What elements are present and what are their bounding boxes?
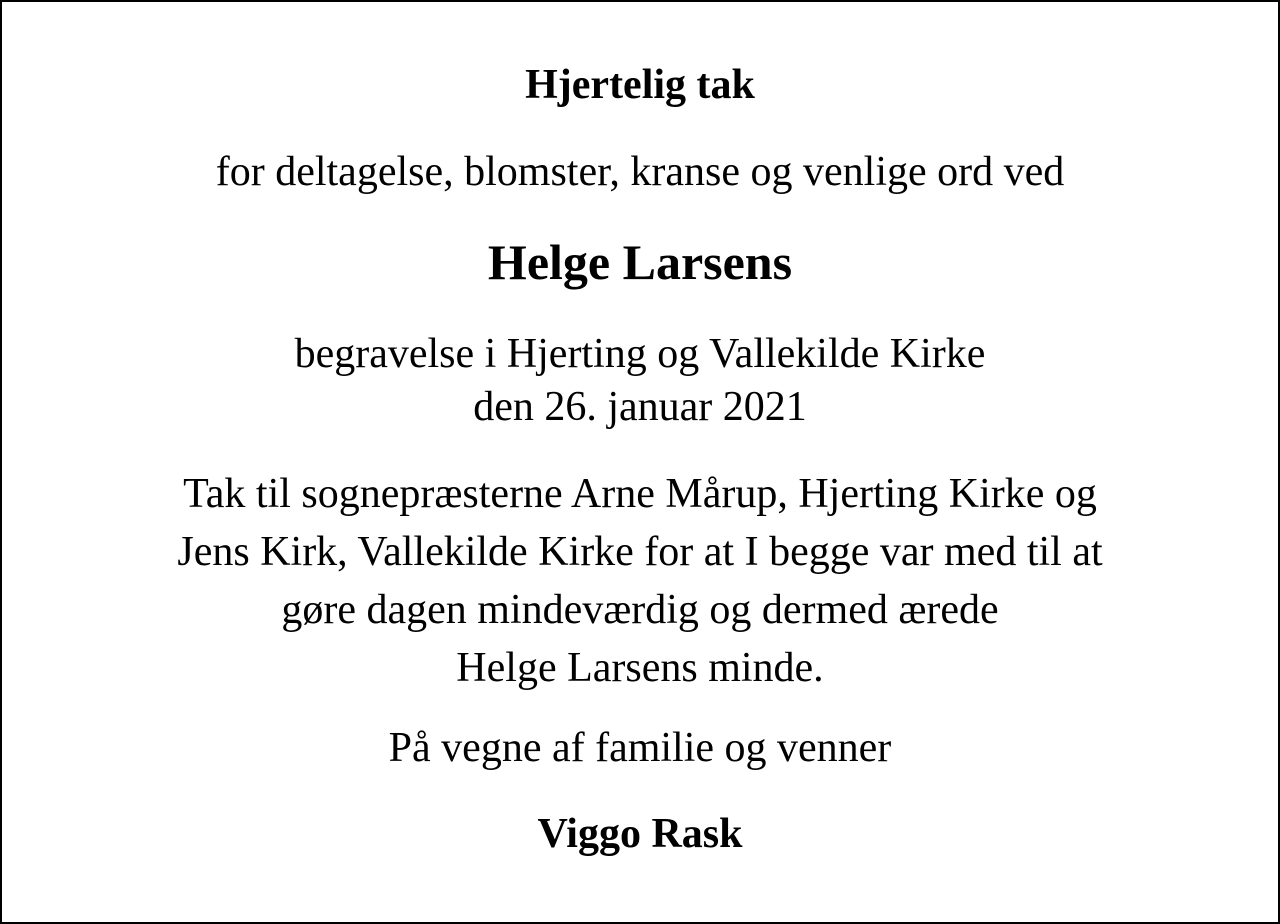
intro-text: for deltagelse, blomster, kranse og venlige ord ved	[215, 149, 1065, 195]
funeral-date-text: den 26. januar 2021	[473, 384, 807, 430]
signature-name: Viggo Rask	[537, 811, 743, 857]
notice-heading: Hjertelig tak	[525, 62, 755, 108]
on-behalf-text: På vegne af familie og venner	[388, 725, 892, 771]
thanks-line-4: Helge Larsens minde.	[456, 645, 824, 691]
deceased-name: Helge Larsens	[487, 234, 793, 290]
thanks-line-2: Jens Kirk, Vallekilde Kirke for at I begge var med til at	[177, 529, 1103, 575]
thanks-line-3: gøre dagen mindeværdig og dermed ærede	[281, 587, 999, 633]
funeral-location-text: begravelse i Hjerting og Vallekilde Kirke	[294, 331, 986, 377]
thanks-line-1: Tak til sognepræsterne Arne Mårup, Hjerting Kirke og	[183, 471, 1097, 517]
